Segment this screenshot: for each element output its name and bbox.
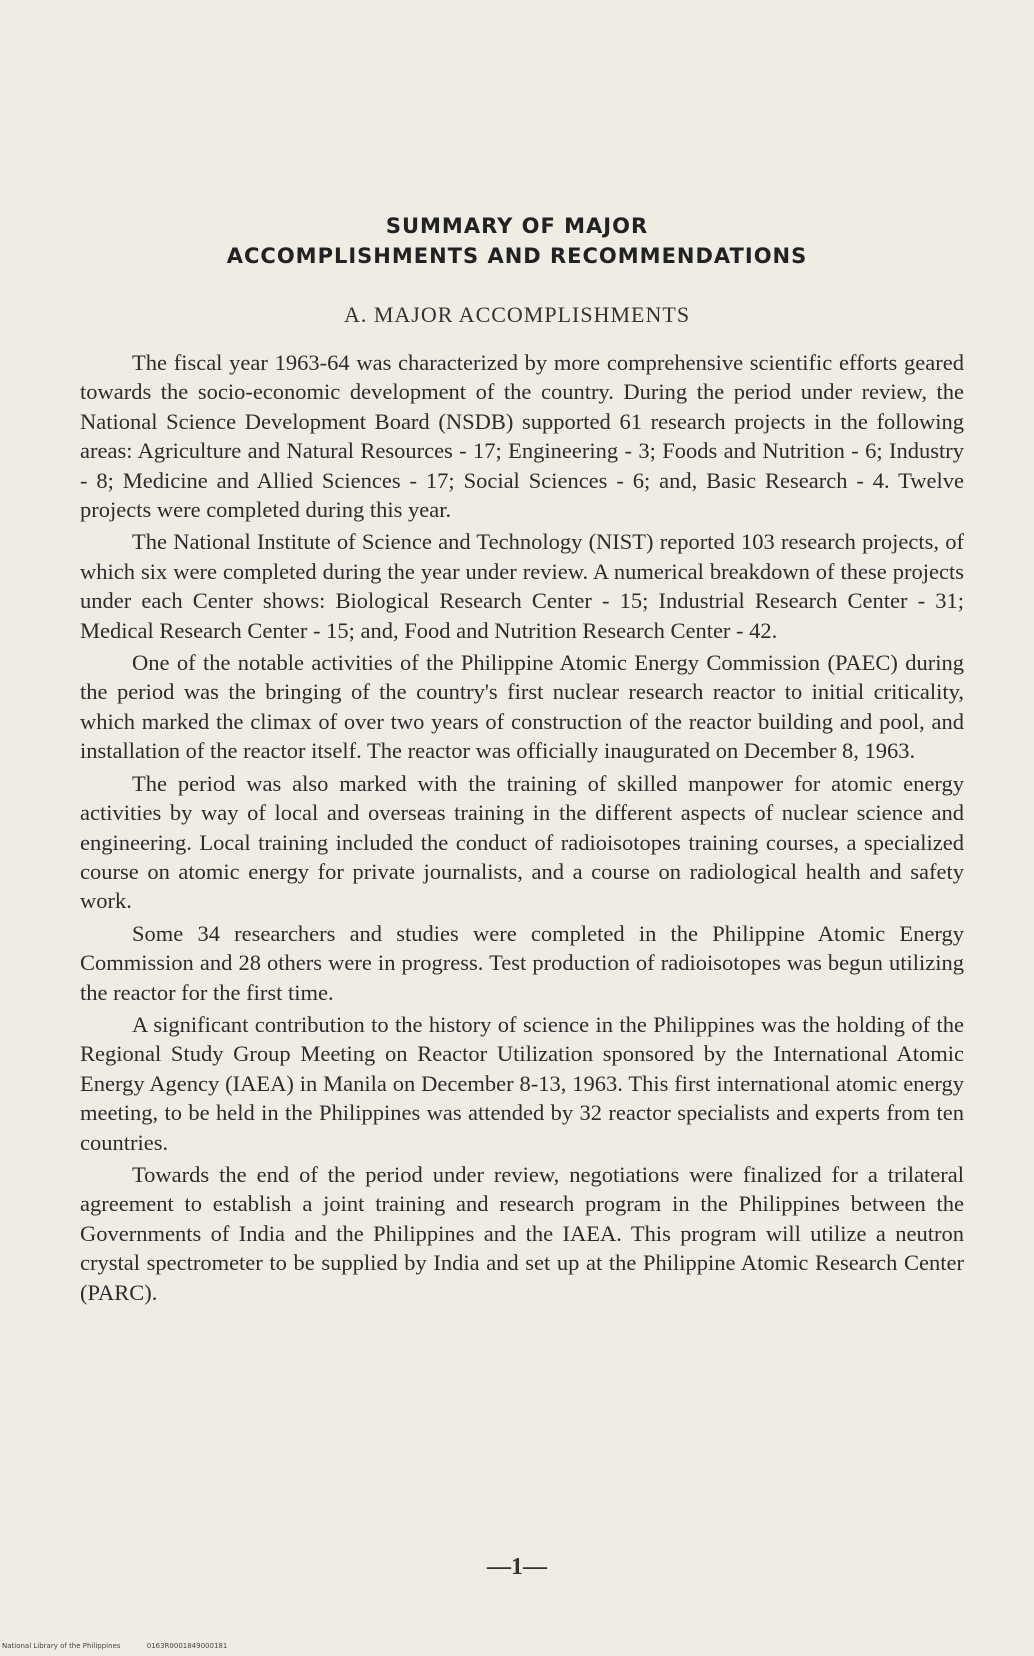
body-text xyxy=(80,348,964,1310)
paragraph-paec-reactor: One of the notable activities of the Philippine Atomic Energy Commission (PAEC) during the period was the bringing of the country's first nuclear research reactor to initial criticality, which marked the climax of over two years of construction of the reactor building and pool, and installation of the reactor itself. The reactor was officially inaugurated on December 8, 1963. xyxy=(80,650,964,764)
paragraph-trilateral: Towards the end of the period under review, negotiations were finalized for a trilateral agreement to establish a joint training and research program in the Philippines between the Governments of India and the Philippines and the IAEA. This program will utilize a neutron crystal spectrometer to be supplied by India and set up at the Philippine Atomic Research Center (PARC). xyxy=(80,1161,964,1305)
page-number: —1— xyxy=(487,1554,547,1580)
paragraph-researchers: Some 34 researchers and studies were completed in the Philippine Atomic Energy Commission and 28 others were in progress. Test production of radioisotopes was begun utilizing the reactor for the first time. xyxy=(80,920,964,1005)
title-line-2: ACCOMPLISHMENTS AND RECOMMENDATIONS xyxy=(226,244,808,268)
paragraph-nist: The National Institute of Science and Technology (NIST) reported 103 research projects, of which six were completed during the year under review. A numerical breakdown of these projects under each Center shows: Biological Research Center - 15; Industrial Research Center - 31; Medical Research Center - 15; and, Food and Nutrition Research Center - 42. xyxy=(80,529,964,643)
title-line-1: SUMMARY OF MAJOR xyxy=(385,214,649,238)
paragraph-iaea-meeting: A significant contribution to the history of science in the Philippines was the holding of the Regional Study Group Meeting on Reactor Utilization sponsored by the International Atomic Energy Agency (IAEA) in Manila on December 8-13, 1963. This first international atomic energy meeting, to be held in the Philippines was attended by 32 reactor specialists and experts from ten countries. xyxy=(80,1011,964,1155)
section-heading: A. MAJOR ACCOMPLISHMENTS xyxy=(343,302,691,327)
footer-code: 0163R0001849000181 xyxy=(146,1642,228,1650)
footer xyxy=(2,1642,251,1650)
paragraph-nsdb: The fiscal year 1963-64 was characterized by more comprehensive scientific efforts geared towards the socio-economic development of the country. During the period under review, the National Science Development Board (NSDB) supported 61 research projects in the following areas: Agriculture and Natural Resources - 17; Engineering - 3; Foods and Nutrition - 6; Industry - 8; Medicine and Allied Sciences - 17; Social Sciences - 6; and, Basic Research - 4. Twelve projects were completed during this year. xyxy=(80,350,964,523)
footer-library: National Library of the Philippines xyxy=(2,1642,121,1650)
paragraph-training: The period was also marked with the training of skilled manpower for atomic energy activities by way of local and overseas training in the different aspects of nuclear science and engineering. Local training included the conduct of radioisotopes training courses, a specialized course on atomic energy for private journalists, and a course on radiological health and safety work. xyxy=(80,770,964,914)
